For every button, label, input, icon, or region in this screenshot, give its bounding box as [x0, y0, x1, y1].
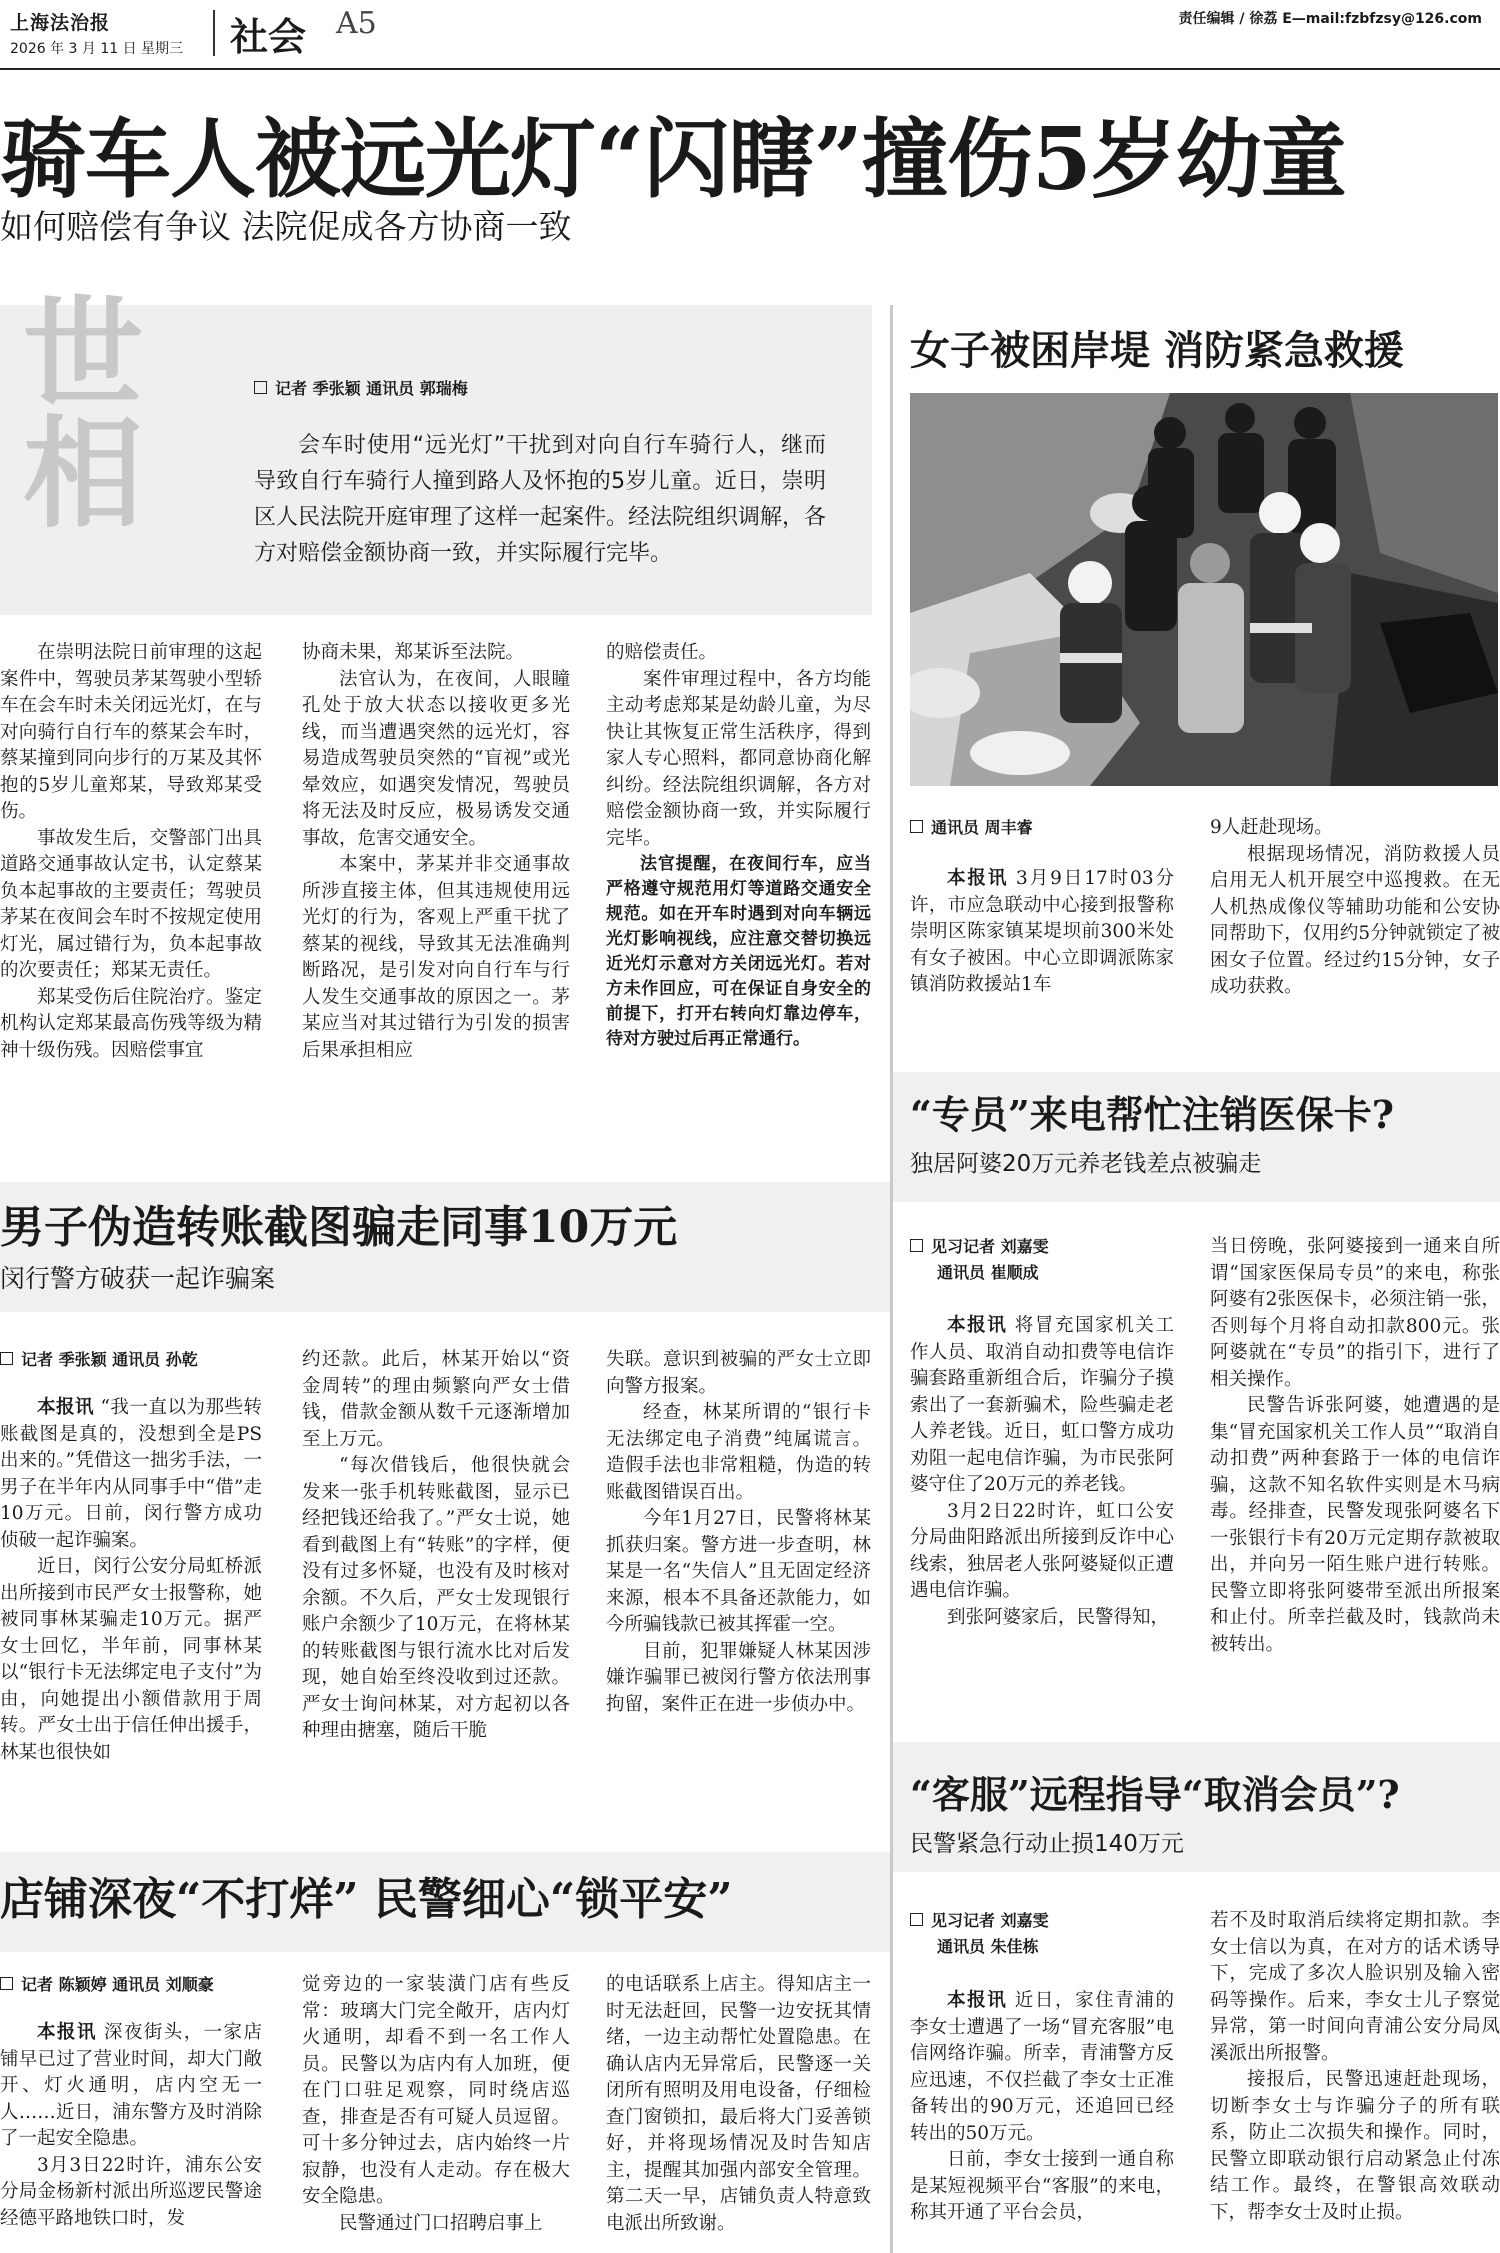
insurance-headline: “专员”来电帮忙注销医保卡? — [910, 1092, 1394, 1137]
paragraph: 法官认为，在夜间，人眼瞳孔处于放大状态以接收更多光线，而当遭遇突然的远光灯，容易造成驾驶员突然的“盲视”或光晕效应，如遇突发情况，驾驶员将无法及时反应，极易诱发交通事故，危害交通安全。 — [302, 668, 570, 849]
paragraph: 事故发生后，交警部门出具道路交通事故认定书，认定蔡某负本起事故的主要责任；驾驶员茅某在夜间会车时不按规定使用灯光，属过错行为，负本起事故的次要责任；郑某无责任。 — [0, 827, 262, 981]
paragraph: 的电话联系上店主。得知店主一时无法赶回，民警一边安抚其情绪，一边主动帮忙处置隐患。在确认店内无异常后，民警逐一关闭所有照明及用电设备，仔细检查门窗锁扣，最后将大门妥善锁好，并将现场情况及时告知店主，提醒其加强内部安全管理。第二天一早，店铺负责人特意致电派出所致谢。 — [606, 1974, 871, 2234]
lead-subheadline: 如何赔偿有争议 法院促成各方协商一致 — [0, 207, 572, 246]
paragraph: 接报后，民警迅速赶赴现场，切断李女士与诈骗分子的所有联系，防止二次损失和操作。同时，民警立即联动银行启动紧急止付冻结工作。最终，在警银高效联动下，帮李女士及时止损。 — [1210, 2069, 1500, 2223]
editor-contact: 责任编辑 / 徐荔 E—mail:fzbfzsy@126.com — [1178, 11, 1482, 27]
shop-byline: 记者 陈颖婷 通讯员 刘顺豪 — [0, 1972, 214, 1995]
paragraph: 到张阿婆家后，民警得知， — [947, 1606, 1170, 1628]
shop-column-2 — [302, 1972, 570, 2253]
transfer-headline: 男子伪造转账截图骗走同事10万元 — [0, 1202, 678, 1253]
lead-column-3 — [606, 640, 871, 1120]
byline-square-icon — [910, 820, 923, 833]
byline-square-icon — [910, 1913, 923, 1926]
masthead-rule — [0, 68, 1500, 70]
paragraph: 近日，闵行公安分局虹桥派出所接到市民严女士报警称，她被同事林某骗走10万元。据严女士回忆，半年前，同事林某以“银行卡无法绑定电子支付”为由，向她提出小额借款用于周转。严女士出于信任伸出援手，林某也很快如 — [0, 1556, 262, 1763]
paragraph: 本报讯 近日，家住青浦的李女士遭遇了一场“冒充客服”电信网络诈骗。所幸，青浦警方反应迅速，不仅拦截了李女士正准备转出的90万元，还追回已经转出的50万元。 — [910, 1990, 1174, 2144]
transfer-subheadline: 闵行警方破获一起诈骗案 — [0, 1264, 276, 1293]
paragraph: “每次借钱后，他很快就会发来一张手机转账截图，显示已经把钱还给我了。”严女士说，她看到截图上有“转账”的字样，便没有过多怀疑，也没有及时核对余额。不久后，严女士发现银行账户余额少了10万元，在将林某的转账截图与银行流水比对后发现，她自始至终没收到过还款。严女士询问林某，对方起初以各种理由搪塞，随后干脆 — [302, 1455, 570, 1741]
lead-column-1 — [0, 640, 262, 1120]
byline-square-icon — [910, 1239, 923, 1252]
paragraph: 当日傍晚，张阿婆接到一通来自所谓“国家医保局专员”的来电，称张阿婆有2张医保卡，必须注销一张，否则每个月将自动扣款800元。张阿婆就在“专员”的指引下，进行了相关操作。 — [1210, 1236, 1500, 1390]
lead-intro: 会车时使用“远光灯”干扰到对向自行车骑行人，继而导致自行车骑行人撞到路人及怀抱的5岁儿童。近日，崇明区人民法院开庭审理了这样一起案件。经法院组织调解，各方对赔偿金额协商一致，并实际履行完毕。 — [254, 433, 827, 566]
rescue-photo-credit: 通讯员 周丰睿 — [910, 815, 1033, 838]
paragraph: 协商未果，郑某诉至法院。 — [302, 642, 525, 663]
lead-byline: 记者 季张颖 通讯员 郭瑞梅 — [254, 376, 468, 399]
transfer-column-2 — [302, 1347, 570, 1797]
insurance-column-2 — [1210, 1234, 1500, 1734]
lead-headline: 骑车人被远光灯“闪瞎”撞伤5岁幼童 — [0, 109, 1346, 210]
transfer-column-3 — [606, 1347, 871, 1797]
shop-column-3 — [606, 1972, 871, 2253]
judge-tip: 法官提醒，在夜间行车，应当严格遵守规范用灯等道路交通安全规范。如在开车时遇到对向车辆远光灯影响视线，应注意交替切换远近光灯示意对方关闭远光灯。若对方未作回应，可在保证自身安全的前提下，打开右转向灯靠边停车，待对方驶过后再正常通行。 — [606, 854, 871, 1049]
newspaper-logo: 上海法治报 — [10, 12, 111, 34]
paragraph: 觉旁边的一家装潢门店有些反常：玻璃大门完全敞开，店内灯火通明，却看不到一名工作人员。民警以为店内有人加班，便在门口驻足观察，同时绕店巡查，排查是否有可疑人员逗留。可十多分钟过去，店内始终一片寂静，也没有人走动。存在极大安全隐患。 — [302, 1974, 570, 2207]
paragraph: 根据现场情况，消防救援人员启用无人机开展空中巡搜救。在无人机热成像仪等辅助功能和公安协同帮助下，仅用约5分钟就锁定了被困女子位置。经过约15分钟，女子成功获救。 — [1210, 843, 1500, 997]
paragraph: 3月3日22时许，浦东公安分局金杨新村派出所巡逻民警途经德平路地铁口时，发 — [0, 2154, 262, 2229]
paragraph: 若不及时取消后续将定期扣款。李女士信以为真，在对方的话术诱导下，完成了多次人脸识别及输入密码等操作。后来，李女士儿子察觉异常，第一时间向青浦公安分局凤溪派出所报警。 — [1210, 1910, 1500, 2064]
paragraph: 9人赶赴现场。 — [1210, 817, 1333, 838]
insurance-byline: 见习记者 刘嘉雯 通讯员 崔顺成 — [910, 1234, 1049, 1286]
shop-headline: 店铺深夜“不打烊” 民警细心“锁平安” — [0, 1874, 733, 1925]
page-number: A5 — [336, 6, 377, 41]
paragraph: 的赔偿责任。 — [606, 642, 718, 663]
paragraph: 本案中，茅某并非交通事故所涉直接主体，但其违规使用远光灯的行为，客观上严重干扰了蔡某的视线，导致其无法准确判断路况，是引发对向自行车与行人发生交通事故的原因之一。茅某应当对其过错行为引发的损害后果承担相应 — [302, 854, 570, 1061]
paragraph: 民警告诉张阿婆，她遭遇的是集“冒充国家机关工作人员”“取消自动扣费”两种套路于一体的电信诈骗，这款不知名软件实则是木马病毒。经排查，民警发现张阿婆名下一张银行卡有20万元定期存款被取出，并向另一陌生账户进行转账。民警立即将张阿婆带至派出所报案和止付。所幸拦截及时，钱款尚未被转出。 — [1210, 1395, 1500, 1655]
paragraph: 本报讯 深夜街头，一家店铺早已过了营业时间，却大门敞开、灯火通明，店内空无一人……近日，浦东警方及时消除了一起安全隐患。 — [0, 2022, 262, 2149]
column-divider — [890, 305, 893, 2253]
paragraph: 本报讯 将冒充国家机关工作人员、取消自动扣费等电信诈骗套路重新组合后，诈骗分子摸索出了一套新骗术，险些骗走老人养老钱。近日，虹口警方成功劝阻一起电信诈骗，为市民张阿婆守住了20万元的养老钱。 — [910, 1315, 1174, 1495]
paragraph: 本报讯 “我一直以为那些转账截图是真的，没想到全是PS出来的。”凭借这一拙劣手法，一男子在半年内从同事手中“借”走10万元。日前，闵行警方成功侦破一起诈骗案。 — [0, 1397, 262, 1551]
masthead — [0, 0, 1500, 70]
issue-date: 2026 年 3 月 11 日 星期三 — [10, 41, 184, 57]
transfer-column-1 — [0, 1395, 262, 1795]
rescue-column-2 — [1210, 815, 1500, 1015]
member-column-2 — [1210, 1908, 1500, 2253]
paragraph: 今年1月27日，民警将林某抓获归案。警方进一步查明，林某是一名“失信人”且无固定经济来源，根本不具备还款能力，如今所骗钱款已被其挥霍一空。 — [606, 1508, 871, 1635]
paragraph: 经查，林某所谓的“银行卡无法绑定电子消费”纯属谎言。造假手法也非常粗糙，伪造的转账截图错误百出。 — [606, 1402, 871, 1503]
byline-square-icon — [0, 1977, 13, 1990]
insurance-subheadline: 独居阿婆20万元养老钱差点被骗走 — [910, 1151, 1262, 1177]
watermark-calligraphy: 世相 — [3, 290, 144, 530]
paragraph: 3月2日22时许，虹口公安分局曲阳路派出所接到反诈中心线索，独居老人张阿婆疑似正遭遇电信诈骗。 — [910, 1500, 1174, 1601]
paragraph: 民警通过门口招聘启事上 — [339, 2212, 543, 2234]
paragraph: 在崇明法院日前审理的这起案件中，驾驶员茅某驾驶小型轿车在会车时未关闭远光灯，在与对向骑行自行车的蔡某会车时，蔡某撞到同向步行的万某及其怀抱的5岁儿童郑某，导致郑某受伤。 — [0, 642, 262, 822]
byline-square-icon — [254, 381, 267, 394]
byline-square-icon — [0, 1352, 13, 1365]
rescue-column-1 — [910, 866, 1174, 1016]
masthead-divider — [213, 10, 215, 56]
member-headline: “客服”远程指导“取消会员”? — [910, 1772, 1400, 1817]
paragraph: 郑某受伤后住院治疗。鉴定机构认定郑某最高伤残等级为精神十级伤残。因赔偿事宜 — [0, 986, 262, 1061]
insurance-column-1 — [910, 1313, 1174, 1733]
lead-column-2 — [302, 640, 570, 1120]
rescue-headline: 女子被困岸堤 消防紧急救援 — [910, 327, 1404, 374]
transfer-byline: 记者 季张颖 通讯员 孙乾 — [0, 1347, 198, 1370]
shop-column-1 — [0, 2020, 262, 2253]
paragraph: 日前，李女士接到一通自称是某短视频平台“客服”的来电，称其开通了平台会员， — [910, 2149, 1174, 2223]
section-name: 社会 — [230, 14, 307, 59]
paragraph: 案件审理过程中，各方均能主动考虑郑某是幼龄儿童，为尽快让其恢复正常生活秩序，得到家人专心照料，都同意协商化解纠纷。经法院组织调解，各方对赔偿金额协商一致，并实际履行完毕。 — [606, 668, 871, 849]
paragraph: 约还款。此后，林某开始以“资金周转”的理由频繁向严女士借钱，借款金额从数千元逐渐增加至上万元。 — [302, 1349, 570, 1450]
paragraph: 目前，犯罪嫌疑人林某因涉嫌诈骗罪已被闵行警方依法刑事拘留，案件正在进一步侦办中。 — [606, 1640, 871, 1715]
paragraph: 失联。意识到被骗的严女士立即向警方报案。 — [606, 1349, 871, 1397]
member-byline: 见习记者 刘嘉雯 通讯员 朱佳栋 — [910, 1908, 1049, 1960]
rescue-photo — [910, 393, 1498, 786]
paragraph: 本报讯 3月9日17时03分许，市应急联动中心接到报警称崇明区陈家镇某堤坝前300米处有女子被困。中心立即调派陈家镇消防救援站1车 — [910, 868, 1174, 995]
member-subheadline: 民警紧急行动止损140万元 — [910, 1831, 1184, 1857]
rescue-photo-illustration — [910, 393, 1498, 786]
member-column-1 — [910, 1988, 1174, 2253]
